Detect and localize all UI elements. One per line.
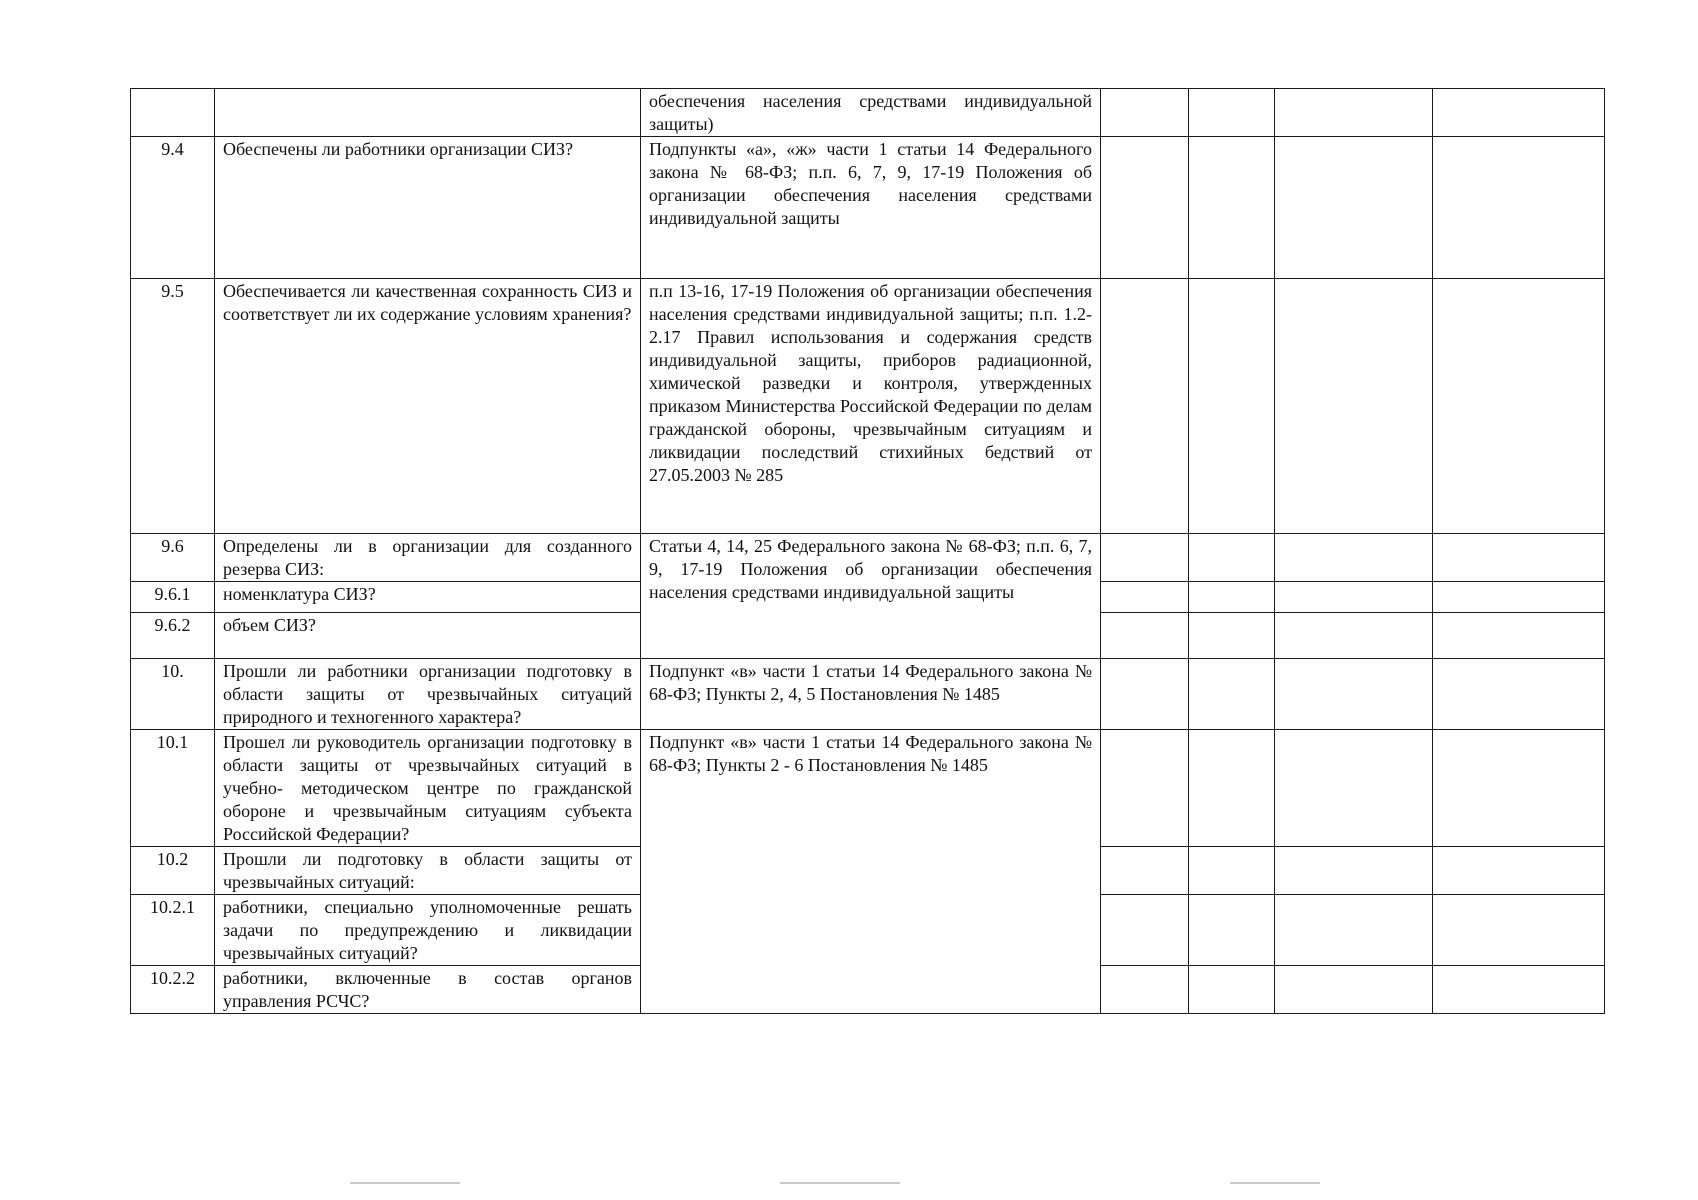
scan-artifact (1230, 1182, 1320, 1184)
row-question: номенклатура СИЗ? (215, 582, 641, 613)
empty-cell (1275, 659, 1433, 730)
empty-cell (1275, 613, 1433, 659)
empty-cell (1189, 847, 1275, 895)
empty-cell (1101, 89, 1189, 137)
empty-cell (1189, 137, 1275, 279)
row-number: 9.6.1 (131, 582, 215, 613)
empty-cell (1433, 966, 1605, 1014)
row-reference: п.п 13-16, 17-19 Положения об организации обеспечения населения средствами индивидуальной защиты; п.п. 1.2-2.17 Правил использования и содержания средств индивидуальной защиты, приборов радиационной, химической разведки и контроля, утвержденных приказом Министерства Российской Федерации по делам гражданской обороны, чрезвычайным ситуациям и ликвидации последствий стихийных бедствий от 27.05.2003 № 285 (641, 279, 1101, 534)
row-number (131, 89, 215, 137)
row-number: 10.2 (131, 847, 215, 895)
empty-cell (1101, 847, 1189, 895)
empty-cell (1275, 966, 1433, 1014)
table-row (131, 279, 1605, 534)
empty-cell (1189, 582, 1275, 613)
empty-cell (1433, 89, 1605, 137)
row-question: Прошли ли работники организации подготовку в области защиты от чрезвычайных ситуаций природного и техногенного характера? (215, 659, 641, 730)
row-question: объем СИЗ? (215, 613, 641, 659)
empty-cell (1101, 137, 1189, 279)
empty-cell (1433, 847, 1605, 895)
row-question: работники, включенные в состав органов управления РСЧС? (215, 966, 641, 1014)
empty-cell (1101, 730, 1189, 847)
table-row (131, 137, 1605, 279)
empty-cell (1433, 534, 1605, 582)
row-number: 10.2.1 (131, 895, 215, 966)
row-number: 9.5 (131, 279, 215, 534)
row-reference: Подпункты «а», «ж» части 1 статьи 14 Федерального закона № 68-ФЗ; п.п. 6, 7, 9, 17-19 Положения об организации обеспечения населения средствами индивидуальной защиты (641, 137, 1101, 279)
empty-cell (1101, 659, 1189, 730)
row-question: Обеспечены ли работники организации СИЗ? (215, 137, 641, 279)
empty-cell (1275, 895, 1433, 966)
row-reference: Статьи 4, 14, 25 Федерального закона № 68-ФЗ; п.п. 6, 7, 9, 17-19 Положения об организации обеспечения населения средствами индивидуальной защиты (641, 534, 1101, 659)
empty-cell (1189, 730, 1275, 847)
table-row (131, 659, 1605, 730)
row-number: 9.6.2 (131, 613, 215, 659)
row-reference: Подпункт «в» части 1 статьи 14 Федерального закона № 68-ФЗ; Пункты 2 - 6 Постановления № 1485 (641, 730, 1101, 1014)
empty-cell (1433, 730, 1605, 847)
scan-artifact (350, 1182, 460, 1184)
table-row (131, 730, 1605, 847)
empty-cell (1101, 582, 1189, 613)
empty-cell (1101, 534, 1189, 582)
checklist-table (130, 88, 1605, 1014)
empty-cell (1433, 137, 1605, 279)
row-question: работники, специально уполномоченные решать задачи по предупреждению и ликвидации чрезвычайных ситуаций? (215, 895, 641, 966)
empty-cell (1189, 279, 1275, 534)
empty-cell (1275, 847, 1433, 895)
empty-cell (1433, 613, 1605, 659)
empty-cell (1189, 895, 1275, 966)
empty-cell (1275, 582, 1433, 613)
empty-cell (1433, 895, 1605, 966)
row-number: 9.6 (131, 534, 215, 582)
empty-cell (1433, 659, 1605, 730)
empty-cell (1275, 137, 1433, 279)
empty-cell (1275, 730, 1433, 847)
empty-cell (1275, 534, 1433, 582)
empty-cell (1189, 659, 1275, 730)
empty-cell (1101, 966, 1189, 1014)
empty-cell (1101, 279, 1189, 534)
empty-cell (1433, 582, 1605, 613)
row-question (215, 89, 641, 137)
empty-cell (1189, 89, 1275, 137)
row-number: 10.1 (131, 730, 215, 847)
row-question: Обеспечивается ли качественная сохранность СИЗ и соответствует ли их содержание условиям хранения? (215, 279, 641, 534)
row-reference: Подпункт «в» части 1 статьи 14 Федерального закона № 68-ФЗ; Пункты 2, 4, 5 Постановления № 1485 (641, 659, 1101, 730)
empty-cell (1189, 534, 1275, 582)
row-question: Прошел ли руководитель организации подготовку в области защиты от чрезвычайных ситуаций в учебно- методическом центре по гражданской обороне и чрезвычайным ситуациям субъекта Российской Федерации? (215, 730, 641, 847)
scan-artifact (780, 1182, 900, 1184)
row-number: 10. (131, 659, 215, 730)
empty-cell (1101, 613, 1189, 659)
row-number: 10.2.2 (131, 966, 215, 1014)
row-question: Определены ли в организации для созданного резерва СИЗ: (215, 534, 641, 582)
row-reference: обеспечения населения средствами индивидуальной защиты) (641, 89, 1101, 137)
empty-cell (1275, 279, 1433, 534)
empty-cell (1433, 279, 1605, 534)
empty-cell (1275, 89, 1433, 137)
empty-cell (1101, 895, 1189, 966)
empty-cell (1189, 966, 1275, 1014)
row-question: Прошли ли подготовку в области защиты от чрезвычайных ситуаций: (215, 847, 641, 895)
table-row (131, 89, 1605, 137)
empty-cell (1189, 613, 1275, 659)
row-number: 9.4 (131, 137, 215, 279)
table-row (131, 534, 1605, 582)
